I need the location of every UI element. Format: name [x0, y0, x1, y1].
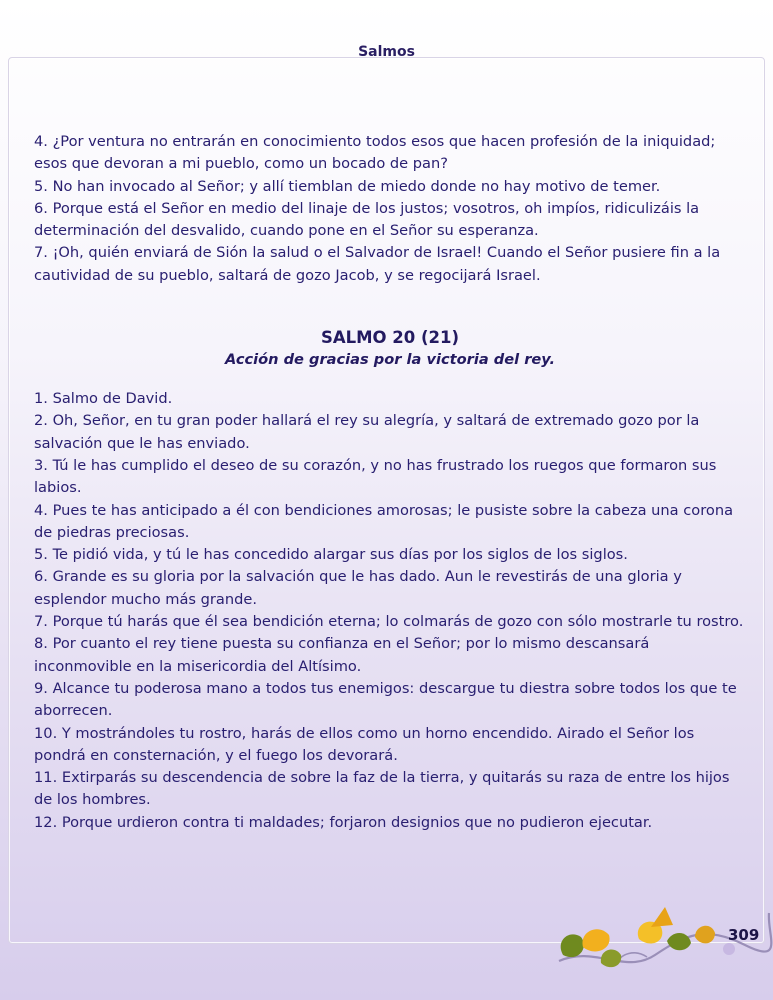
- verse: 8. Por cuanto el rey tiene puesta su confianza en el Señor; por lo mismo descansará inconmovible en la misericordia del Altísimo.: [34, 635, 650, 675]
- verse: 11. Extirparás su descendencia de sobre la faz de la tierra, y quitarás su raza de entre los hijos de los hombres.: [34, 769, 730, 809]
- running-header: Salmos: [358, 44, 415, 60]
- verse: 3. Tú le has cumplido el deseo de su corazón, y no has frustrado los ruegos que formaron sus labios.: [34, 456, 717, 497]
- previous-psalm-verses: [34, 131, 746, 287]
- page-content: [34, 131, 746, 834]
- verse: 6. Porque está el Señor en medio del linaje de los justos; vosotros, oh impíos, ridiculizáis la determinación del desvalido, cuando pone en el Señor su esperanza.: [34, 199, 700, 240]
- verse: 6. Grande es su gloria por la salvación que le has dado. Aun le revestirás de una gloria y esplendor mucho más grande.: [34, 568, 682, 608]
- verse: 10. Y mostrándoles tu rostro, harás de ellos como un horno encendido. Airado el Señor los pondrá en consternación, y el fuego los devorará.: [34, 724, 695, 764]
- verse: 4. ¿Por ventura no entrarán en conocimiento todos esos que hacen profesión de la iniquidad; esos que devoran a mi pueblo, como un bocado de pan?: [34, 133, 716, 173]
- verse: 2. Oh, Señor, en tu gran poder hallará el rey su alegría, y saltará de extremado gozo por la salvación que le has enviado.: [34, 412, 700, 452]
- verse: 9. Alcance tu poderosa mano a todos tus enemigos: descargue tu diestra sobre todos los que te aborrecen.: [34, 679, 737, 720]
- verse: 1. Salmo de David.: [34, 390, 173, 408]
- psalm-title: SALMO 20 (21): [320, 328, 460, 348]
- verse: 7. Porque tú harás que él sea bendición eterna; lo colmarás de gozo con sólo mostrarle tu rostro.: [34, 613, 744, 631]
- verse: 4. Pues te has anticipado a él con bendiciones amorosas; le pusiste sobre la cabeza una corona de piedras preciosas.: [34, 501, 734, 541]
- psalm-subtitle: Acción de gracias por la victoria del rey.: [224, 351, 556, 369]
- psalm-heading: [34, 327, 746, 371]
- psalm-verses: [34, 388, 746, 834]
- leaf-vine-ornament: [555, 905, 773, 985]
- verse: 5. Te pidió vida, y tú le has concedido alargar sus días por los siglos de los siglos.: [34, 546, 628, 564]
- verse: 5. No han invocado al Señor; y allí tiemblan de miedo donde no hay motivo de temer.: [34, 177, 661, 195]
- verse: 12. Porque urdieron contra ti maldades; forjaron designios que no pudieron ejecutar.: [34, 813, 653, 831]
- verse: 7. ¡Oh, quién enviará de Sión la salud o el Salvador de Israel! Cuando el Señor pusiere fin a la cautividad de su pueblo, saltará de gozo Jacob, y se regocijará Israel.: [34, 244, 721, 284]
- page-number: 309: [728, 926, 760, 944]
